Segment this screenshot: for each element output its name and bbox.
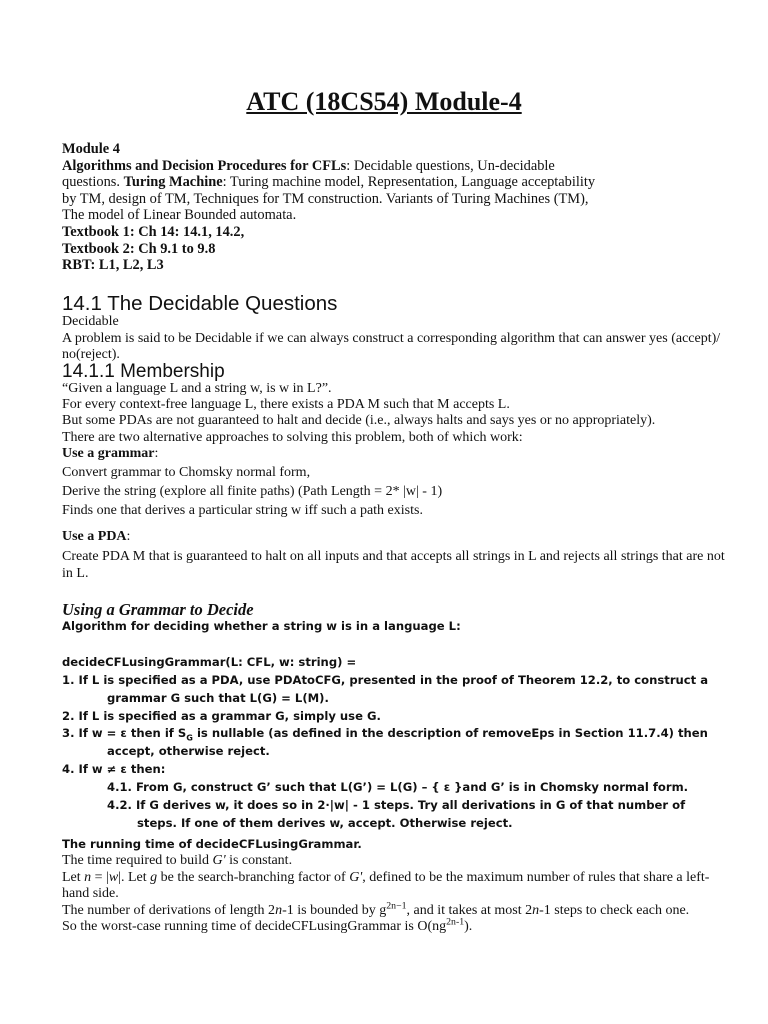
- use-grammar-label: Use a grammar: [62, 445, 155, 461]
- module-heading: Module 4: [62, 141, 120, 157]
- section-heading-14-1: 14.1 The Decidable Questions: [62, 292, 338, 315]
- algorithm-block: Algorithm for deciding whether a string w is in a language L: decideCFLusingGrammar(L: CFL, w: string) = 1. If L is specified as a PDA, use PDAtoCFG, presented in the proof of Theorem 12.2, to construct a grammar G such that L(G) = L(M). 2. If L is specified as a grammar G, simply use G. 3. If w = ε then if $S_G$ is nullable (as defined in the description of removeEps in Section 11.7.4) then accept, otherwise reject. 4. If w ≠ ε then: 4.1. From G, construct G’ such that L(G’) = L(G) – { ε }and G’ is in Chomsky normal form. 4.2. If G derives w, it does so in 2·|w| - 1 steps. Try all derivations in G of that number of steps. If one of them derives w, accept. Otherwise reject.: [62, 618, 752, 833]
- rbt-levels: RBT: L1, L2, L3: [62, 257, 164, 274]
- module-summary: Module 4 Algorithms and Decision Procedures for CFLs: Decidable questions, Un-decidable questions. Turing Machine: Turing machine model, Representation, Language acceptability by TM, design of TM, Techniques for TM construction. Variants of Turing Machines (TM), The model of Linear Bounded automata. Textbook 1: Ch 14: 14.1, 14.2, Textbook 2: Ch 9.1 to 9.8 RBT: L1, L2, L3: [62, 141, 596, 274]
- module-topic-cfl: Algorithms and Decision Procedures for CFLs: [62, 157, 347, 174]
- algorithm-step-2: 2. If L is specified as a grammar G, simply use G.: [62, 708, 381, 723]
- textbook-2: Textbook 2: Ch 9.1 to 9.8: [62, 240, 216, 257]
- section-14-1-body: Decidable A problem is said to be Decidable if we can always construct a corresponding algorithm that can answer yes (accept)/ no(reject).: [62, 314, 721, 363]
- grammar-decide-heading: Using a Grammar to Decide: [62, 600, 254, 619]
- running-time-heading: The running time of decideCFLusingGrammar.: [62, 837, 362, 851]
- algorithm-signature: decideCFLusingGrammar(L: CFL, w: string) =: [62, 654, 357, 669]
- algorithm-step-1: 1. If L is specified as a PDA, use PDAtoCFG, presented in the proof of Theorem 12.2, to construct a: [62, 672, 709, 687]
- use-pda-label: Use a PDA: [62, 529, 127, 544]
- algorithm-step-3: 3. If w = ε then if $S_G$ is nullable (as defined in the description of removeEps in Section 11.7.4) then: [62, 726, 708, 743]
- textbook-1: Textbook 1: Ch 14: 14.1, 14.2,: [62, 223, 245, 240]
- use-pda-block: Use a PDA: Create PDA M that is guaranteed to halt on all inputs and that accepts all strings in L and rejects all strings that are not in L.: [62, 529, 725, 581]
- running-time-body: The time required to build G' is constant. Let n = |w|. Let g be the search-branching factor of G', defined to be the maximum number of rules that share a left- hand side. The number of derivations of length 2n-1 is bounded by $g^{2n-1}$, and it takes at most 2n-1 steps to check each one. So the worst-case running time of decideCFLusingGrammar is $O(ng^{2n-1})$.: [62, 853, 710, 934]
- algorithm-step-4: 4. If w ≠ ε then:: [62, 762, 166, 777]
- algorithm-step-4-1: 4.1. From G, construct G’ such that L(G’) = L(G) – { ε }and G’ is in Chomsky normal form.: [107, 780, 689, 795]
- section-14-1-1-body: “Given a language L and a string w, is w in L?”. For every context-free language L, there exists a PDA M such that M accepts L. But some PDAs are not guaranteed to halt and decide (i.e., always halts and says yes or no appropriately). There are two alternative approaches to solving this problem, both of which work: Use a grammar: Convert grammar to Chomsky normal form, Derive the string (explore all finite paths) (Path Length = 2* |w| - 1) Finds one that derives a particular string w iff such a path exists.: [62, 381, 752, 520]
- section-heading-14-1-1: 14.1.1 Membership: [62, 361, 225, 382]
- page-title: ATC (18CS54) Module-4: [246, 87, 522, 116]
- membership-question: “Given a language L and a string w, is w in L?”.: [62, 381, 332, 396]
- algorithm-step-4-2: 4.2. If G derives w, it does so in 2·|w| - 1 steps. Try all derivations in G of that number of: [107, 798, 686, 813]
- module-topic-tm: Turing Machine: [123, 174, 223, 191]
